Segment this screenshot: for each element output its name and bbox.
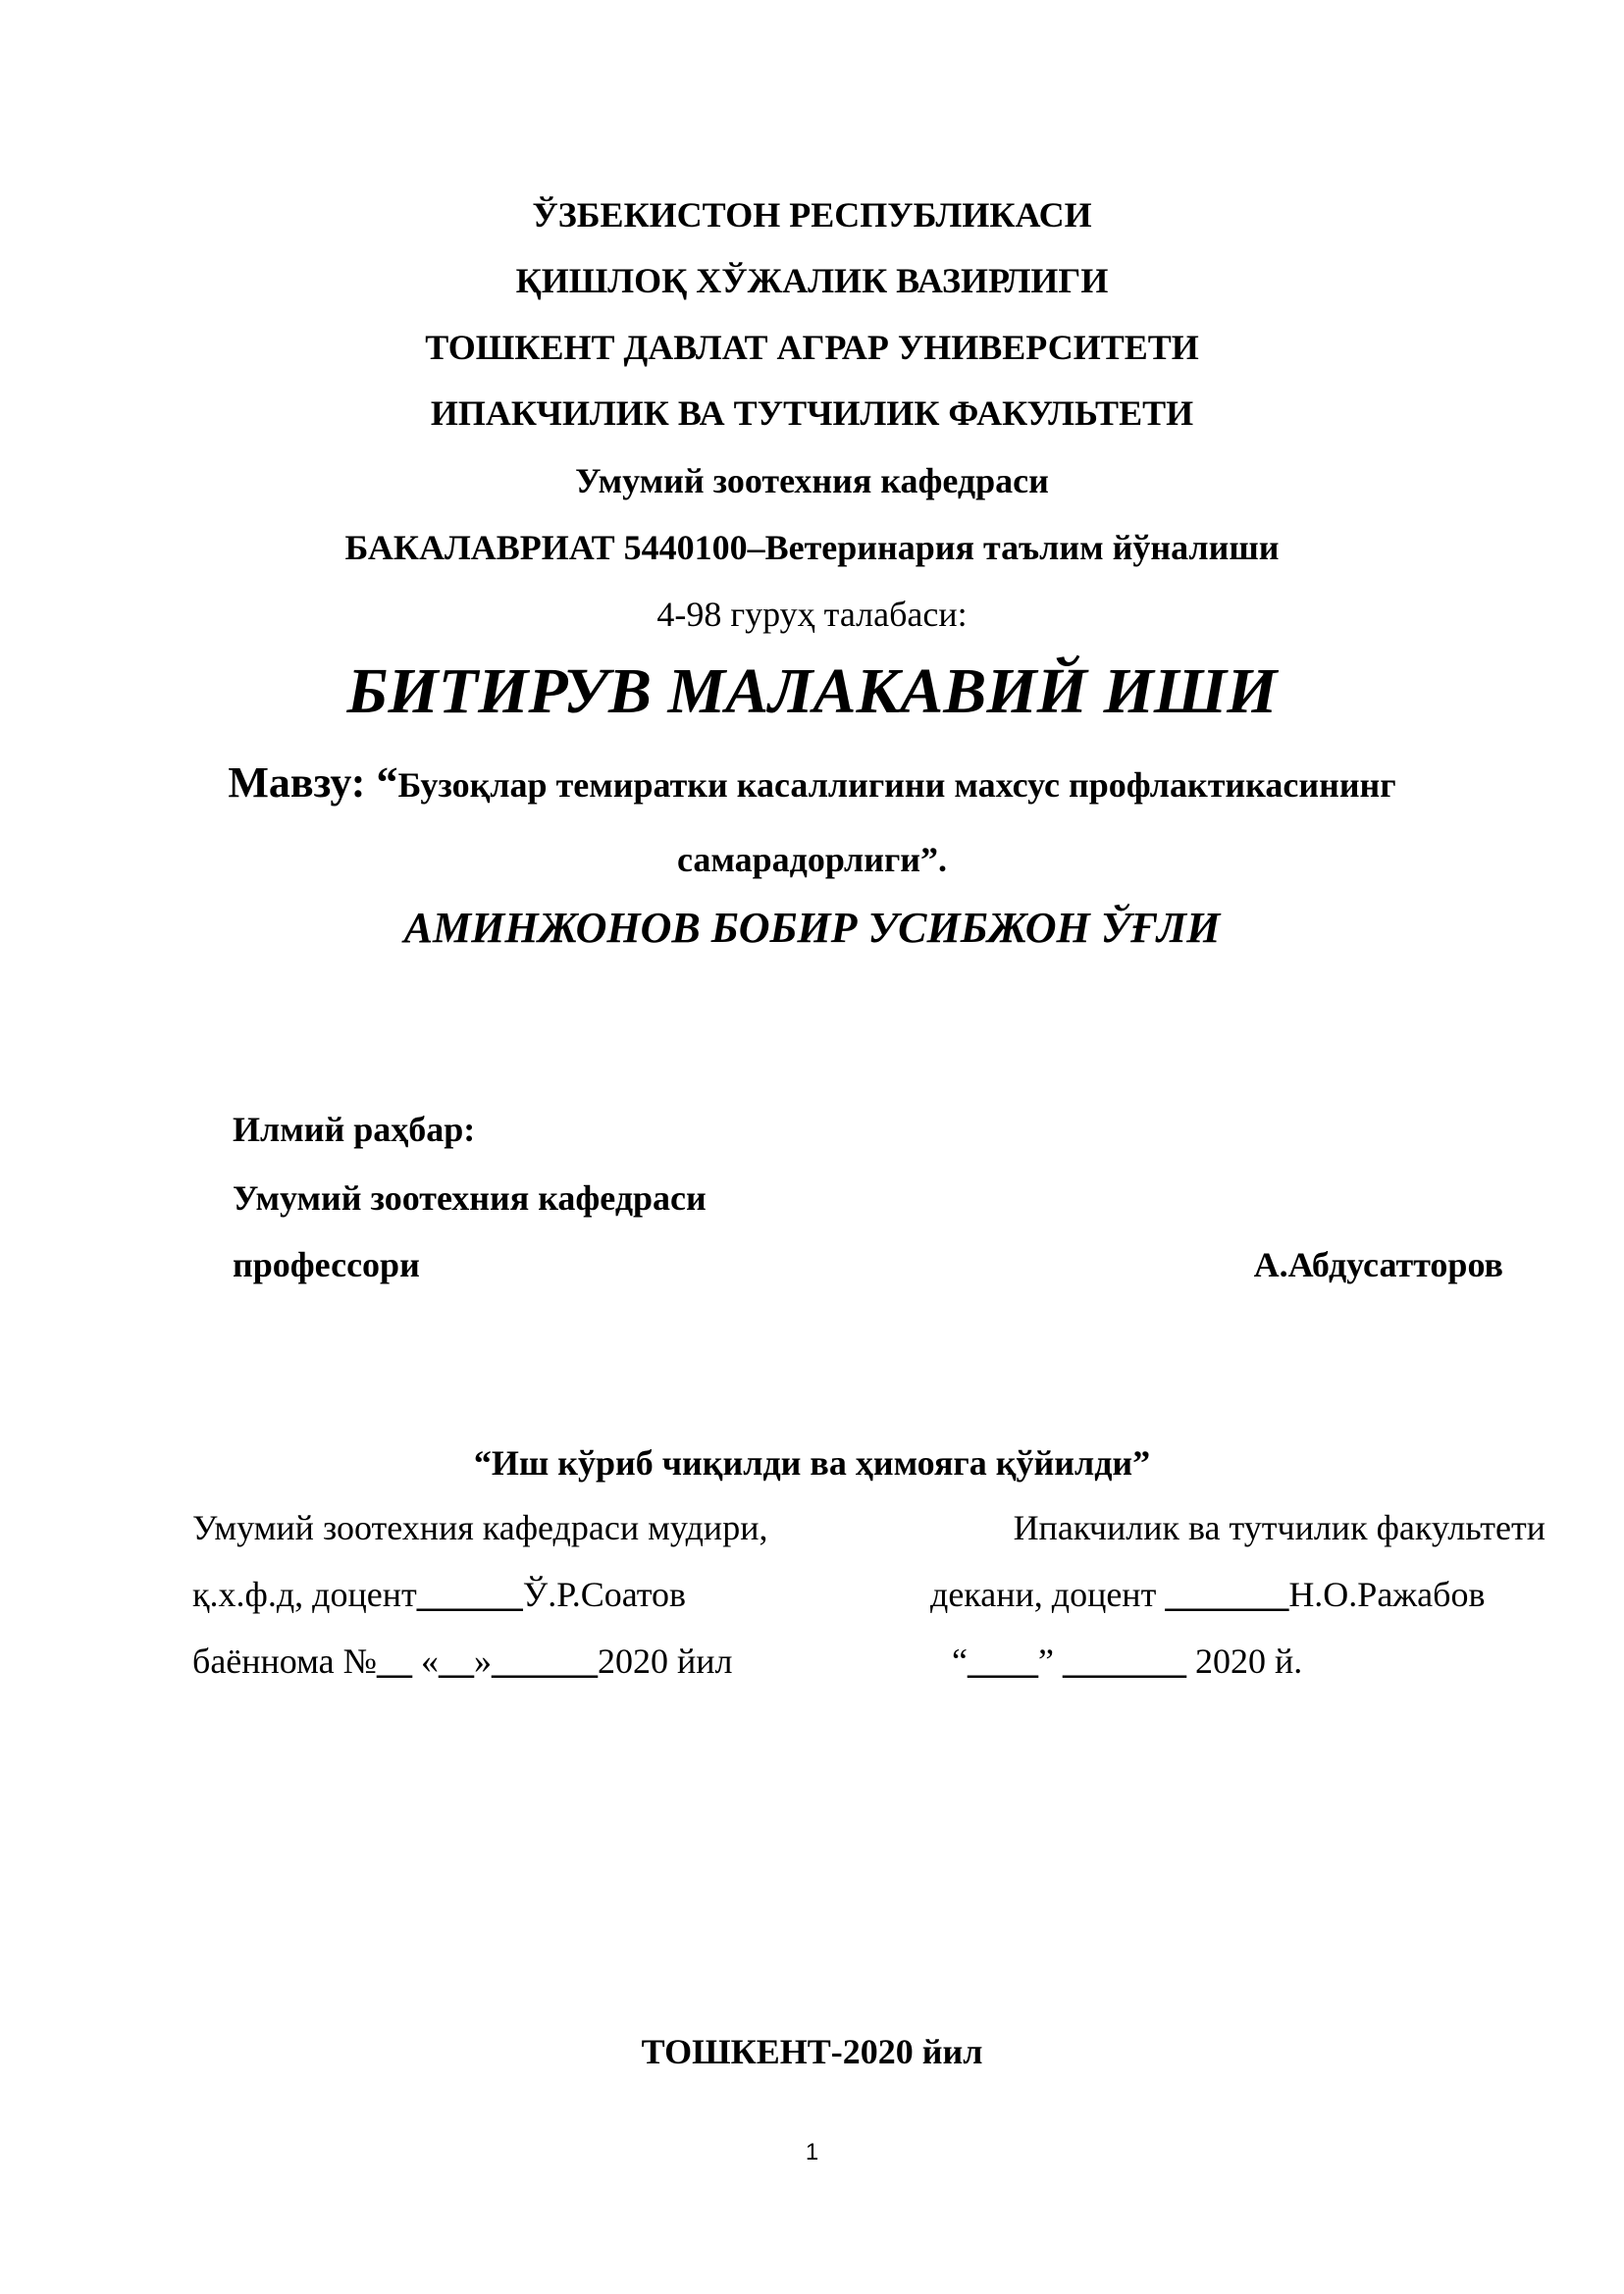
document-title: БИТИРУВ МАЛАКАВИЙ ИШИ [346,655,1278,727]
right-signature-blank: _______ [1165,1575,1289,1614]
left-year: 2020 йил [597,1642,733,1681]
header-republic: ЎЗБЕКИСТОН РЕСПУБЛИКАСИ [532,195,1092,235]
approval-left-line-3 [192,1641,732,1682]
supervisor-department: Умумий зоотехния кафедраси [233,1178,707,1218]
approval-left-line-1: Умумий зоотехния кафедраси мудири, [192,1508,768,1547]
protocol-label: баённома № [192,1642,377,1681]
topic-label: Мавзу: “ [228,758,398,807]
right-month-blank: _______ [1062,1642,1186,1681]
day-blank: __ [438,1642,474,1681]
approval-right-line-1: Ипакчилик ва тутчилик факультети [1013,1508,1545,1547]
page-number: 1 [805,2139,819,2165]
right-year: 2020 й. [1185,1642,1303,1681]
left-signature-blank: ______ [416,1575,523,1614]
supervisor-name: А.Абдусатторов [1253,1245,1503,1284]
approval-heading: “Иш кўриб чиқилди ва ҳимояга қўйилди” [473,1443,1151,1483]
approval-left-line-2 [192,1574,686,1615]
left-signer-name: Ў.Р.Соатов [522,1575,687,1614]
approval-right-line-2 [930,1574,1485,1615]
supervisor-position: профессори [233,1245,420,1284]
topic-line-2: самарадорлиги”. [676,840,948,879]
header-group: 4-98 гуруҳ талабаси: [656,595,968,634]
approval-right-line-3 [952,1641,1302,1682]
author-name: АМИНЖОНОВ БОБИР УСИБЖОН ЎҒЛИ [403,904,1221,952]
right-quote-open: “ [952,1642,968,1681]
left-position: қ.х.ф.д, доцент [192,1575,417,1614]
header-ministry: ҚИШЛОҚ ХЎЖАЛИК ВАЗИРЛИГИ [515,261,1109,300]
topic-line-1 [0,757,1624,808]
month-blank: ______ [491,1642,598,1681]
header-faculty: ИПАКЧИЛИК ВА ТУТЧИЛИК ФАКУЛЬТЕТИ [430,393,1194,433]
right-position: декани, доцент [930,1575,1166,1614]
header-department: Умумий зоотехния кафедраси [575,461,1049,500]
footer-city-year: ТОШКЕНТ-2020 йил [641,2032,983,2071]
supervisor-label: Илмий раҳбар: [233,1110,476,1149]
topic-text-1: Бузоқлар темиратки касаллигини махсус профлактикасининг [397,765,1396,805]
header-program: БАКАЛАВРИАТ 5440100–Ветеринария таълим йўналиши [344,528,1280,567]
right-quote-close: ” [1037,1642,1063,1681]
day-quote-close: » [473,1642,492,1681]
protocol-number-blank: __ [376,1642,412,1681]
day-quote-open: « [411,1642,439,1681]
header-university: ТОШКЕНТ ДАВЛАТ АГРАР УНИВЕРСИТЕТИ [425,328,1199,367]
right-day-blank: ____ [967,1642,1038,1681]
right-signer-name: Н.О.Ражабов [1288,1575,1486,1614]
